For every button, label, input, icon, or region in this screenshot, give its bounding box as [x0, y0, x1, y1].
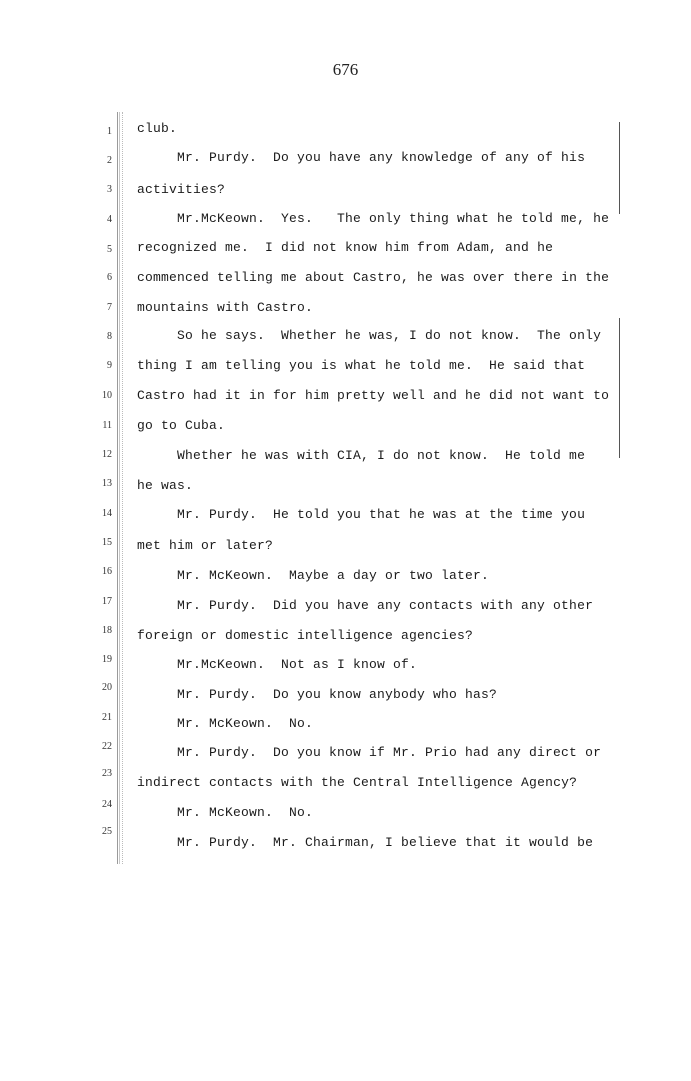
line-number: 12	[102, 449, 112, 460]
line-number: 13	[102, 478, 112, 489]
line-number: 17	[102, 596, 112, 607]
line-number: 21	[102, 712, 112, 723]
line-number: 16	[102, 566, 112, 577]
transcript-line: Mr. Purdy. Do you know if Mr. Prio had any direct or	[177, 745, 602, 760]
line-number: 3	[107, 184, 112, 195]
transcript-line: Mr. Purdy. Mr. Chairman, I believe that it would be	[177, 835, 594, 850]
line-number: 19	[102, 654, 112, 665]
line-number: 10	[102, 390, 112, 401]
transcript-line: thing I am telling you is what he told me. He said that	[137, 358, 586, 373]
line-number: 15	[102, 537, 112, 548]
transcript-line: met him or later?	[137, 538, 274, 553]
line-number: 24	[102, 799, 112, 810]
line-number: 5	[107, 244, 112, 255]
line-number: 8	[107, 331, 112, 342]
line-number: 25	[102, 826, 112, 837]
transcript-line: Mr. McKeown. No.	[177, 805, 314, 820]
transcript-line: Mr.McKeown. Not as I know of.	[177, 657, 418, 672]
change-bar-middle	[619, 318, 620, 458]
line-number: 2	[107, 155, 112, 166]
page-number: 676	[332, 60, 359, 79]
line-number: 7	[107, 302, 112, 313]
transcript-line: indirect contacts with the Central Intelligence Agency?	[137, 775, 578, 790]
transcript-line: Mr. McKeown. Maybe a day or two later.	[177, 568, 490, 583]
transcript-line: club.	[137, 121, 178, 136]
left-margin-rule-dotted	[122, 112, 123, 864]
line-number: 14	[102, 508, 112, 519]
left-margin-rule	[117, 112, 120, 864]
transcript-line: Mr. Purdy. Do you know anybody who has?	[177, 687, 498, 702]
line-number: 20	[102, 682, 112, 693]
line-number: 18	[102, 625, 112, 636]
line-number: 11	[102, 420, 112, 431]
line-number: 1	[107, 126, 112, 137]
transcript-line: go to Cuba.	[137, 418, 226, 433]
transcript-line: commenced telling me about Castro, he was over there in the	[137, 270, 610, 285]
transcript-line: So he says. Whether he was, I do not know. The only	[177, 328, 602, 343]
line-number: 9	[107, 360, 112, 371]
transcript-line: foreign or domestic intelligence agencies?	[137, 628, 474, 643]
change-bar-top	[619, 122, 620, 214]
transcript-line: Mr. Purdy. Did you have any contacts with any other	[177, 598, 594, 613]
line-number: 23	[102, 768, 112, 779]
transcript-line: mountains with Castro.	[137, 300, 314, 315]
transcript-line: Mr. Purdy. Do you have any knowledge of any of his	[177, 150, 586, 165]
transcript-line: Castro had it in for him pretty well and he did not want to	[137, 388, 610, 403]
transcript-line: activities?	[137, 182, 226, 197]
line-number: 4	[107, 214, 112, 225]
transcript-line: Mr. Purdy. He told you that he was at the time you	[177, 507, 586, 522]
transcript-line: Whether he was with CIA, I do not know. He told me	[177, 448, 586, 463]
transcript-line: recognized me. I did not know him from Adam, and he	[137, 240, 554, 255]
transcript-line: Mr.McKeown. Yes. The only thing what he told me, he	[177, 211, 610, 226]
transcript-line: he was.	[137, 478, 194, 493]
line-number: 6	[107, 272, 112, 283]
line-number: 22	[102, 741, 112, 752]
transcript-line: Mr. McKeown. No.	[177, 716, 314, 731]
